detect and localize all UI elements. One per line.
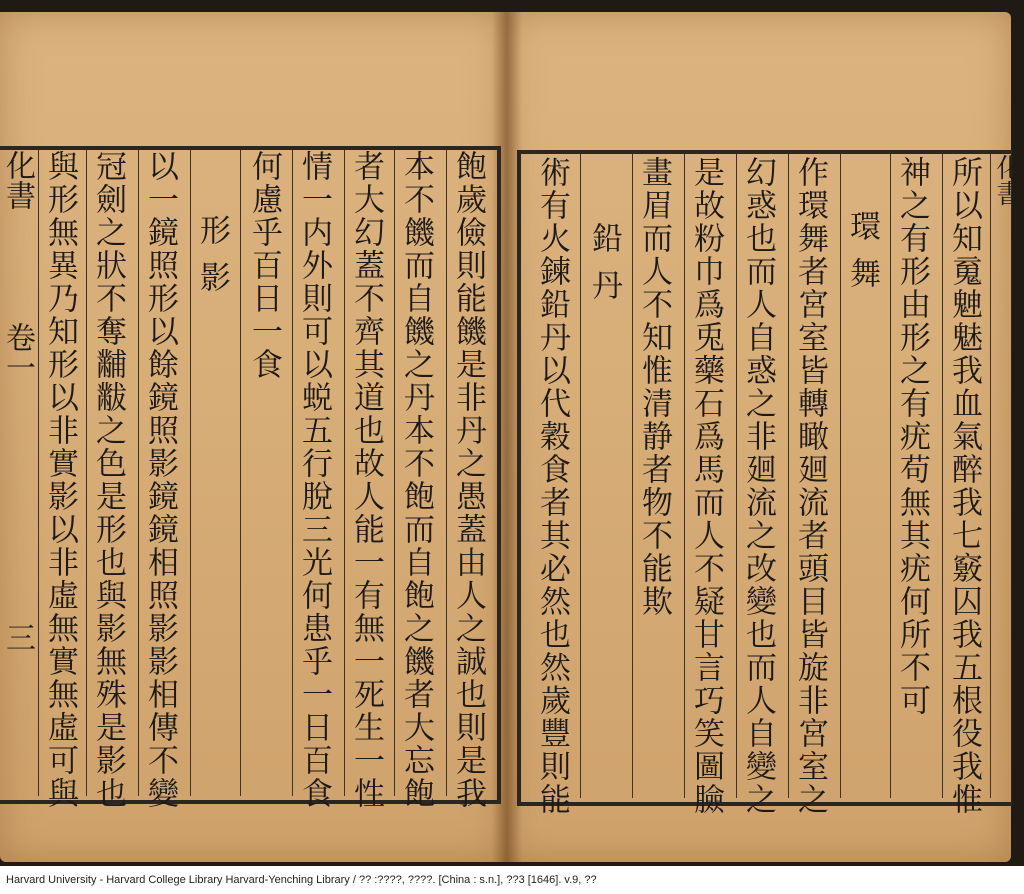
column-rule	[632, 154, 633, 798]
column-rule	[890, 154, 891, 798]
text-column: 是故粉巾爲兎藥石爲馬而人不疑甘言巧笑圖臉	[688, 156, 724, 816]
text-column: 所以知䰟䰠魅我血氣醉我七竅囚我五根役我惟	[946, 156, 982, 816]
column-rule	[190, 150, 191, 796]
section-heading: 環舞	[844, 210, 880, 304]
left-edge-page: 三	[0, 622, 35, 652]
column-rule	[840, 154, 841, 798]
column-rule	[942, 154, 943, 798]
section-heading: 形影	[194, 214, 230, 308]
text-column: 作環舞者宮室皆轉瞰廻流者頭目皆旋非宮室之	[792, 156, 828, 816]
column-rule	[684, 154, 685, 798]
column-rule	[736, 154, 737, 798]
left-edge-volume: 卷一	[0, 322, 35, 382]
column-rule	[86, 150, 87, 796]
text-column: 本不饑而自饑之丹本不飽而自飽之饑者大忘飽	[398, 150, 434, 810]
right-edge-title: 化書	[992, 154, 1022, 206]
citation-footer: Harvard University - Harvard College Library Harvard-Yenching Library / ?? :????, ????. [China : s.n.], ??3 [1646]. v.9, ??	[6, 874, 597, 886]
text-column: 情一内外則可以蜕五行脫三光何患乎一日百食	[296, 150, 332, 810]
left-edge-title: 化書	[0, 150, 35, 210]
left-edge-rule	[38, 150, 39, 796]
text-column: 以一鏡照形以餘鏡照影鏡鏡相照影影相傳不變	[142, 150, 178, 810]
column-rule	[240, 150, 241, 796]
section-heading: 鉛丹	[586, 222, 622, 316]
text-column: 幻惑也而人自惑之非廻流之改變也而人自變之	[740, 156, 776, 816]
column-rule	[394, 150, 395, 796]
column-rule	[580, 154, 581, 798]
text-column: 與形無異乃知形以非實影以非虛無實無虛可與	[42, 150, 78, 810]
text-column: 飽歲儉則能饑是非丹之愚蓋由人之誠也則是我	[450, 150, 486, 810]
column-rule	[446, 150, 447, 796]
text-column: 神之有形由形之有疣苟無其疣何所不可	[894, 156, 930, 717]
text-column: 術有火鍊鉛丹以代穀食者其必然也然歲豐則能	[534, 156, 570, 816]
column-rule	[788, 154, 789, 798]
text-column: 冠劍之狀不奪黼黻之色是形也與影無殊是影也	[90, 150, 126, 810]
column-rule	[138, 150, 139, 796]
text-column: 畫眉而人不知惟清静者物不能欺	[636, 156, 672, 618]
text-column: 何慮乎百日一食	[246, 150, 282, 381]
column-rule	[292, 150, 293, 796]
right-edge-rule	[990, 154, 991, 798]
column-rule	[344, 150, 345, 796]
text-column: 者大幻蓋不齊其道也故人能一有無一死生一性	[348, 150, 384, 810]
